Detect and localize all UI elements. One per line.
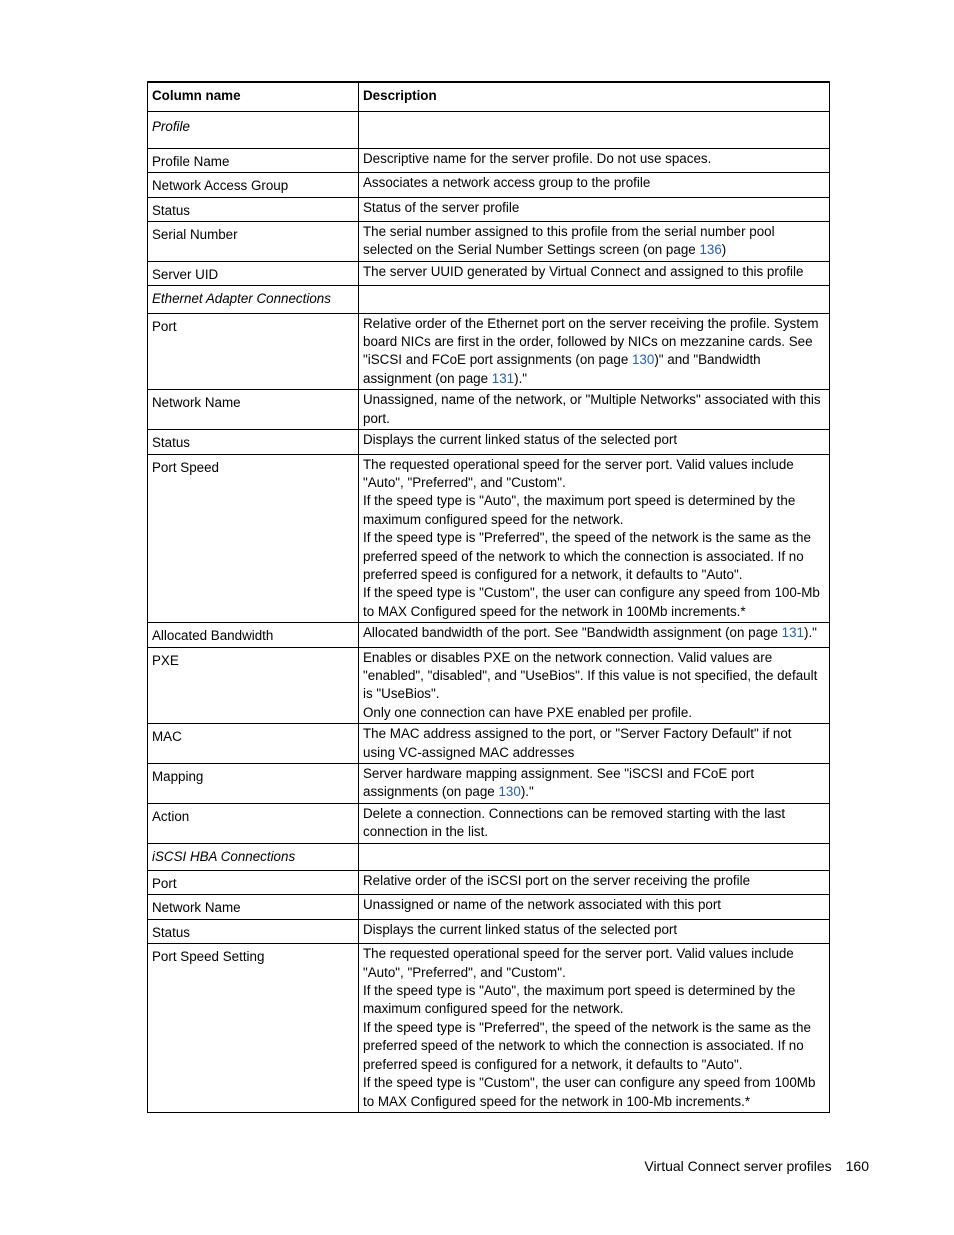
description-text: Associates a network access group to the profile bbox=[363, 175, 651, 191]
table-row bbox=[148, 148, 830, 172]
table-row bbox=[148, 222, 830, 262]
description-text: The serial number assigned to this profile from the serial number pool selected on the Serial Number Settings screen (on page bbox=[363, 224, 775, 258]
table-row bbox=[148, 623, 830, 647]
description-text: ) bbox=[721, 242, 727, 258]
description-line: If the speed type is "Custom", the user can configure any speed from 100-Mb to MAX Configured speed for the network in 100Mb increments.* bbox=[363, 585, 820, 619]
page-reference-link[interactable]: 130 bbox=[631, 352, 655, 368]
description-cell bbox=[359, 623, 830, 647]
page-reference-link[interactable]: 131 bbox=[491, 370, 515, 386]
description-cell bbox=[359, 454, 830, 623]
column-name-cell: Port Speed Setting bbox=[148, 944, 359, 1113]
column-name-cell: Serial Number bbox=[148, 222, 359, 262]
description-line: The requested operational speed for the server port. Valid values include "Auto", "Preferred", and "Custom". bbox=[363, 456, 794, 490]
section-row bbox=[148, 112, 830, 148]
header-description: Description bbox=[359, 82, 830, 112]
column-name-cell: Port Speed bbox=[148, 454, 359, 623]
table-row bbox=[148, 895, 830, 919]
column-name-cell: Status bbox=[148, 919, 359, 943]
description-text: )." bbox=[514, 370, 528, 386]
column-name-cell: Status bbox=[148, 197, 359, 221]
page-reference-link[interactable]: 131 bbox=[781, 625, 804, 641]
table-body bbox=[148, 112, 830, 1113]
section-row bbox=[148, 286, 830, 313]
description-cell bbox=[359, 313, 830, 390]
table-row bbox=[148, 764, 830, 804]
description-text: Delete a connection. Connections can be removed starting with the last connection in the list. bbox=[363, 805, 786, 840]
description-line: If the speed type is "Preferred", the speed of the network is the same as the preferred speed of the network to which the connection is associated. If no preferred speed is configured for a network, it defaults to "Auto". bbox=[363, 530, 811, 582]
description-text: Relative order of the iSCSI port on the server receiving the profile bbox=[363, 873, 751, 889]
table-row bbox=[148, 647, 830, 724]
column-name-cell: Network Access Group bbox=[148, 173, 359, 197]
table-row bbox=[148, 173, 830, 197]
column-name-cell: MAC bbox=[148, 724, 359, 764]
description-cell bbox=[359, 764, 830, 804]
description-text: Server hardware mapping assignment. See "iSCSI and FCoE port assignments (on page bbox=[363, 766, 755, 800]
description-text: Status of the server profile bbox=[363, 199, 520, 215]
description-cell bbox=[359, 647, 830, 724]
column-name-cell: Status bbox=[148, 430, 359, 454]
header-column-name: Column name bbox=[148, 82, 359, 112]
description-text: Displays the current linked status of the selected port bbox=[363, 432, 678, 448]
description-text: Displays the current linked status of the selected port bbox=[363, 921, 678, 937]
column-name-cell: Port bbox=[148, 871, 359, 895]
column-name-cell: Profile Name bbox=[148, 148, 359, 172]
description-cell bbox=[359, 944, 830, 1113]
description-line: Enables or disables PXE on the network connection. Valid values are "enabled", "disabled", and "UseBios". If this value is not specified, the default is "UseBios". bbox=[363, 649, 818, 702]
description-cell bbox=[359, 148, 830, 172]
description-cell bbox=[359, 261, 830, 285]
description-cell bbox=[359, 390, 830, 430]
description-text: )" and "Bandwidth assignment (on page bbox=[363, 352, 761, 386]
table-row bbox=[148, 724, 830, 764]
description-line: If the speed type is "Preferred", the speed of the network is the same as the preferred speed of the network to which the connection is associated. If no preferred speed is configured for a network, it defaults to "Auto". bbox=[363, 1019, 811, 1072]
description-text: )." bbox=[520, 784, 534, 800]
description-line: Only one connection can have PXE enabled per profile. bbox=[363, 704, 693, 720]
description-text: Unassigned, name of the network, or "Multiple Networks" associated with this port. bbox=[363, 392, 821, 426]
section-row bbox=[148, 843, 830, 870]
section-title: Profile bbox=[148, 112, 359, 148]
description-cell bbox=[359, 430, 830, 454]
table-row bbox=[148, 944, 830, 1113]
description-line: The requested operational speed for the server port. Valid values include "Auto", "Preferred", and "Custom". bbox=[363, 946, 794, 980]
page-reference-link[interactable]: 136 bbox=[699, 242, 722, 258]
description-text: Descriptive name for the server profile. Do not use spaces. bbox=[363, 150, 712, 166]
section-title: iSCSI HBA Connections bbox=[148, 843, 359, 870]
description-cell bbox=[359, 222, 830, 262]
description-text: The server UUID generated by Virtual Connect and assigned to this profile bbox=[363, 263, 804, 279]
table-row bbox=[148, 390, 830, 430]
description-text: The MAC address assigned to the port, or "Server Factory Default" if not using VC-assigned MAC addresses bbox=[363, 726, 792, 760]
table-row bbox=[148, 871, 830, 895]
description-cell bbox=[359, 803, 830, 843]
section-empty-cell bbox=[359, 286, 830, 313]
page-reference-link[interactable]: 130 bbox=[498, 784, 521, 800]
section-title: Ethernet Adapter Connections bbox=[148, 286, 359, 313]
description-cell bbox=[359, 197, 830, 221]
table-row bbox=[148, 430, 830, 454]
table-row bbox=[148, 197, 830, 221]
table-row bbox=[148, 803, 830, 843]
table-row bbox=[148, 919, 830, 943]
section-empty-cell bbox=[359, 843, 830, 870]
section-empty-cell bbox=[359, 112, 830, 148]
table-row bbox=[148, 313, 830, 390]
description-line: If the speed type is "Auto", the maximum port speed is determined by the maximum configured speed for the network. bbox=[363, 983, 796, 1017]
description-line: If the speed type is "Custom", the user can configure any speed from 100Mb to MAX Configured speed for the network in 100-Mb increments.* bbox=[363, 1075, 816, 1109]
column-name-cell: Network Name bbox=[148, 390, 359, 430]
footer-section-title: Virtual Connect server profiles bbox=[644, 1158, 832, 1174]
description-cell bbox=[359, 871, 830, 895]
description-cell bbox=[359, 919, 830, 943]
column-name-cell: PXE bbox=[148, 647, 359, 724]
description-text: )." bbox=[804, 625, 817, 641]
table-row bbox=[148, 261, 830, 285]
column-name-cell: Port bbox=[148, 313, 359, 390]
page-footer bbox=[644, 1158, 869, 1174]
description-text: Unassigned or name of the network associated with this port bbox=[363, 897, 722, 913]
column-name-cell: Action bbox=[148, 803, 359, 843]
description-cell bbox=[359, 173, 830, 197]
table-row bbox=[148, 454, 830, 623]
column-name-cell: Allocated Bandwidth bbox=[148, 623, 359, 647]
column-name-cell: Server UID bbox=[148, 261, 359, 285]
page-number: 160 bbox=[845, 1158, 869, 1174]
description-text: Allocated bandwidth of the port. See "Bandwidth assignment (on page bbox=[363, 625, 782, 641]
description-line: If the speed type is "Auto", the maximum port speed is determined by the maximum configured speed for the network. bbox=[363, 493, 796, 527]
column-description-table bbox=[147, 81, 830, 1113]
column-name-cell: Network Name bbox=[148, 895, 359, 919]
table-header-row bbox=[148, 82, 830, 112]
description-cell bbox=[359, 724, 830, 764]
description-cell bbox=[359, 895, 830, 919]
column-name-cell: Mapping bbox=[148, 764, 359, 804]
description-text: Relative order of the Ethernet port on the server receiving the profile. System board NICs are first in the order, followed by NICs on mezzanine cards. See "iSCSI and FCoE port assignments (on page bbox=[363, 315, 819, 368]
